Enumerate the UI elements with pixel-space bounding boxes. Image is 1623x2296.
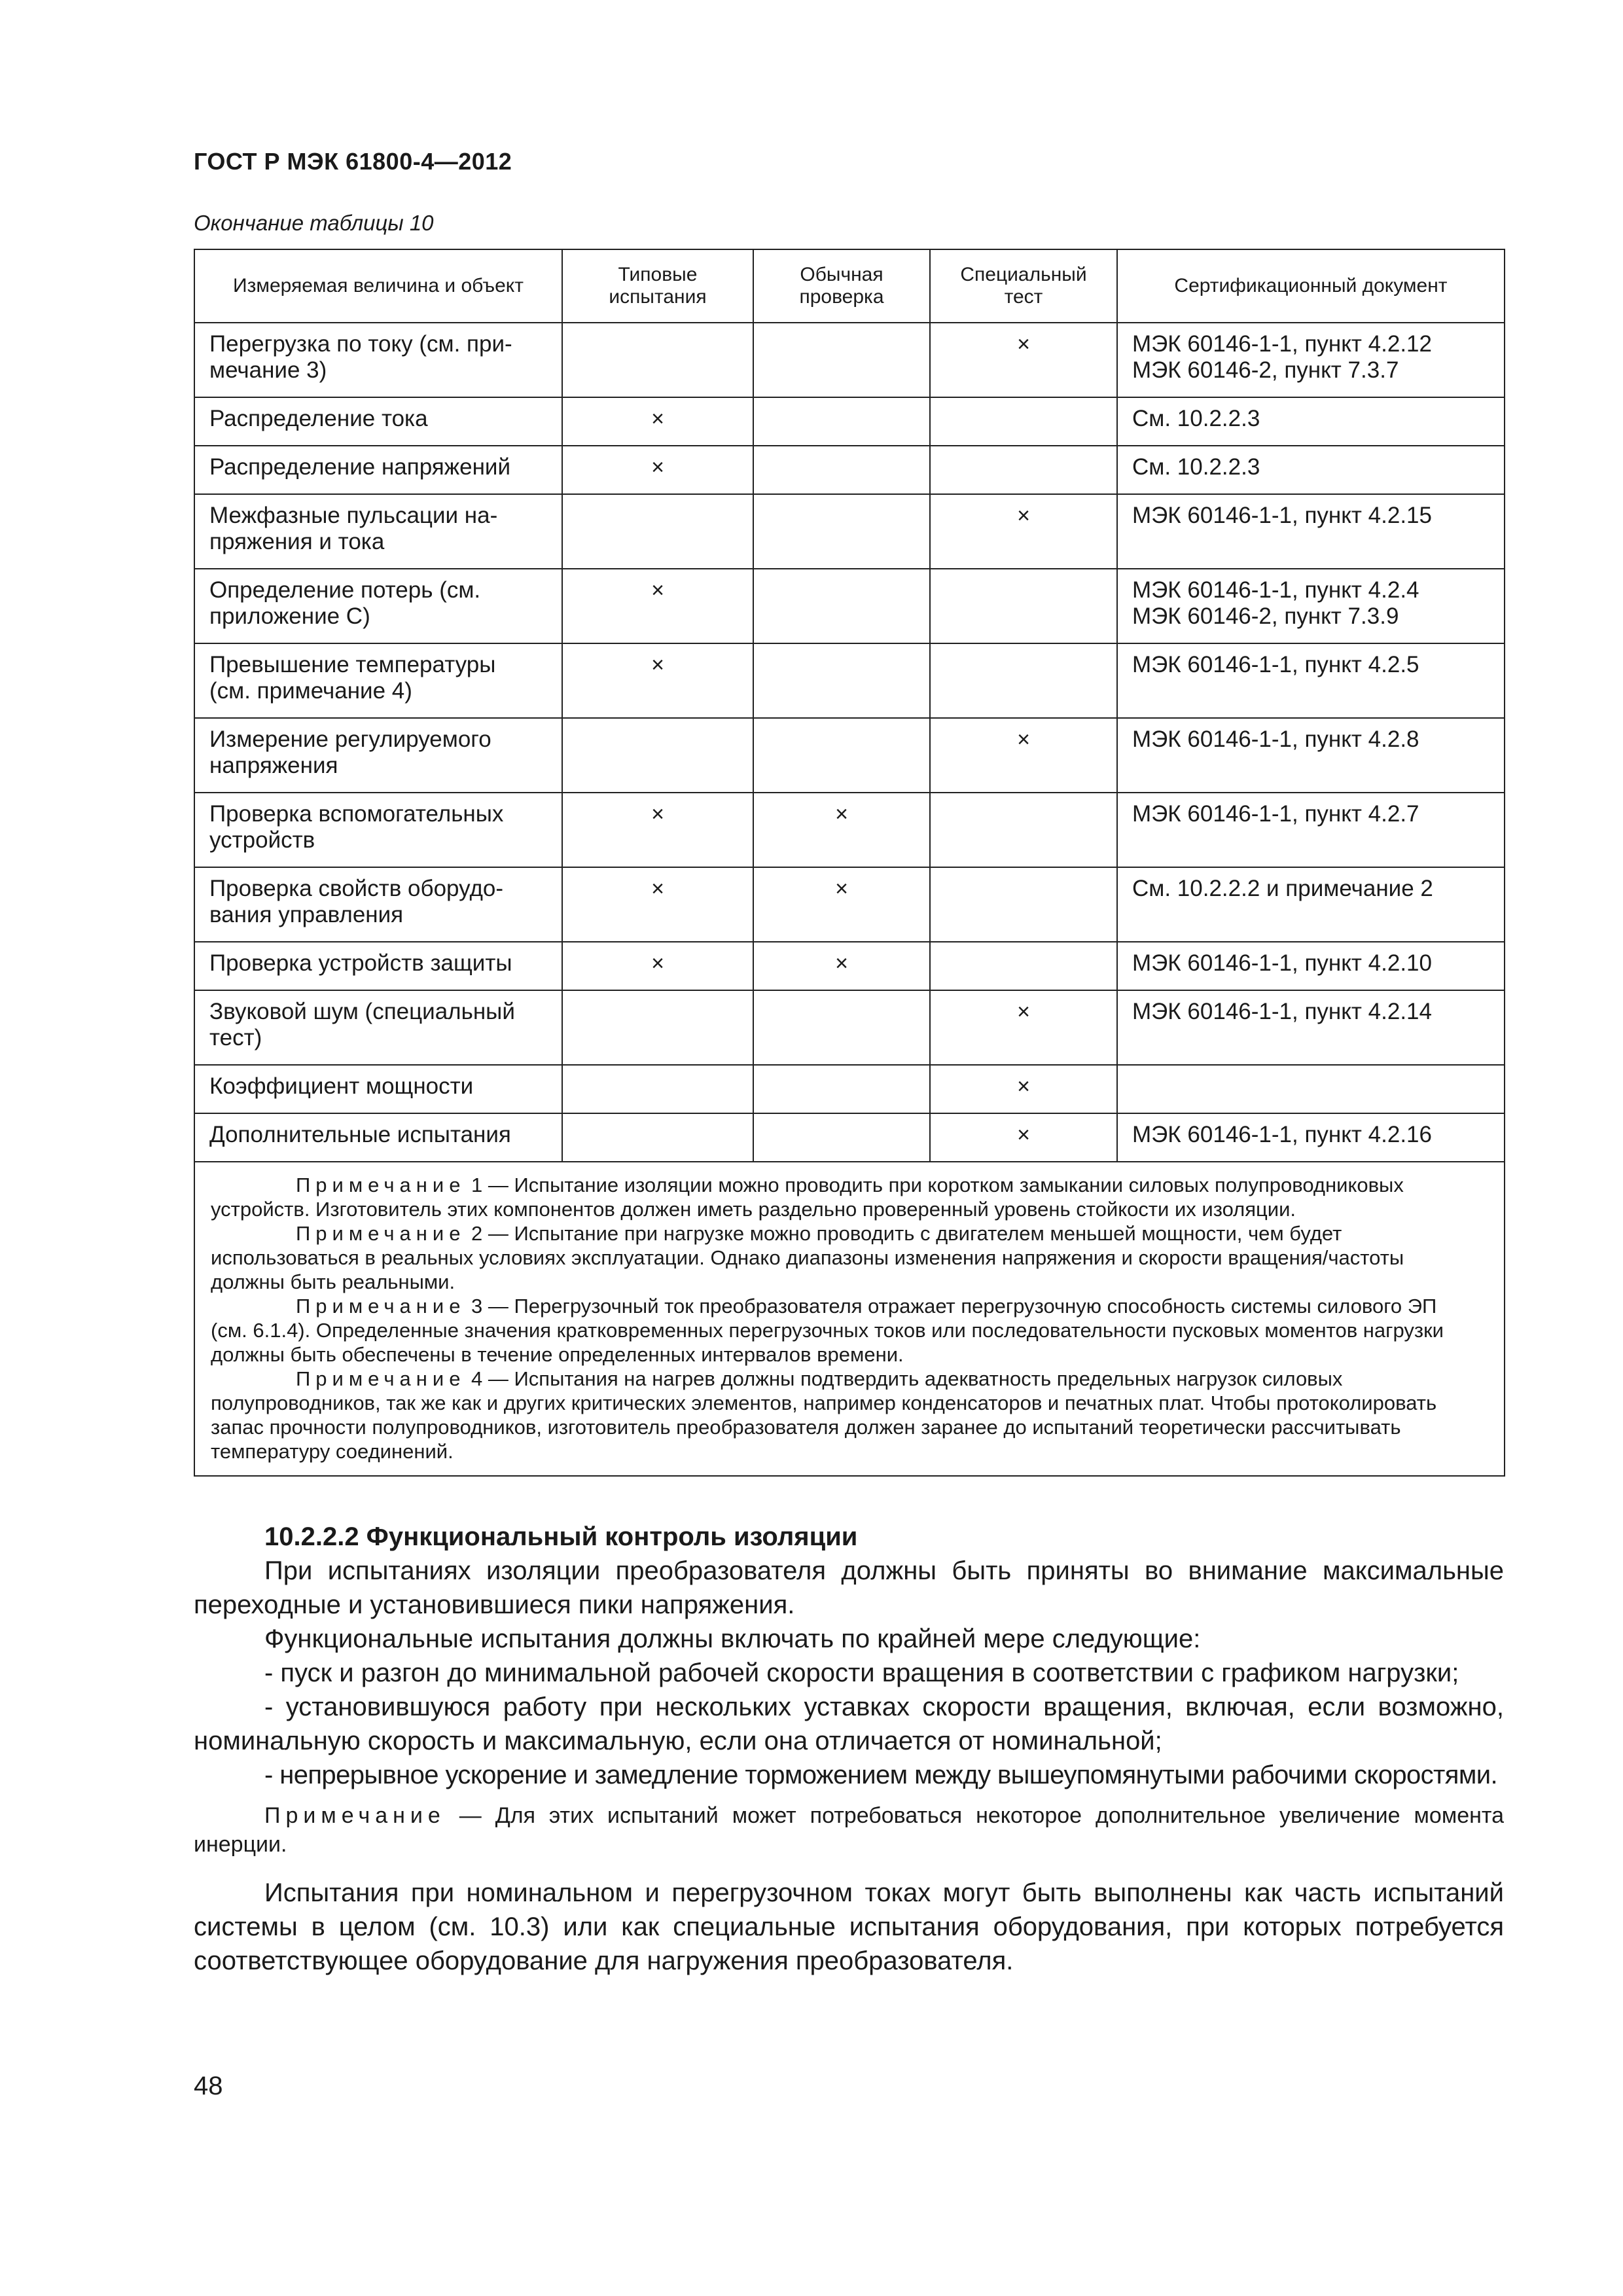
special-cell [930, 643, 1117, 718]
special-cell [930, 942, 1117, 990]
special-cell [930, 1113, 1117, 1162]
object-cell [194, 942, 562, 990]
column-header: Измеряемая величина и объект [194, 249, 562, 323]
routine-cell [753, 569, 930, 643]
table-row [194, 494, 1505, 569]
typical-cell [562, 1065, 753, 1113]
table-row [194, 569, 1505, 643]
table-row [194, 942, 1505, 990]
list-item: - непрерывное ускорение и замедление торможением между вышеупомянутыми рабочими скоростями. [264, 1761, 1497, 1789]
document-text: См. 10.2.2.3 [1132, 454, 1260, 480]
object-text: вания управления [209, 902, 404, 927]
column-header: Обычная проверка [753, 249, 930, 323]
typical-cell [562, 446, 753, 494]
object-text: Измерение регулируемого [209, 726, 491, 752]
table-note [211, 1173, 1478, 1221]
table-row [194, 446, 1505, 494]
check-mark: × [651, 455, 664, 480]
document-cell [1117, 990, 1505, 1065]
document-cell [1117, 1065, 1505, 1113]
document-cell [1117, 494, 1505, 569]
table-note [211, 1367, 1478, 1463]
object-text: Распределение тока [209, 406, 428, 431]
routine-cell [753, 446, 930, 494]
note-label: Примечание [264, 1803, 446, 1828]
special-cell [930, 397, 1117, 446]
object-cell [194, 718, 562, 793]
object-text: Дополнительные испытания [209, 1122, 511, 1147]
object-cell [194, 1065, 562, 1113]
routine-cell [753, 397, 930, 446]
document-text: МЭК 60146-1-1, пункт 4.2.12 [1132, 331, 1432, 357]
table-row [194, 990, 1505, 1065]
check-mark: × [835, 951, 848, 976]
check-mark: × [651, 578, 664, 603]
document-cell [1117, 942, 1505, 990]
list-item: - установившуюся работу при нескольких уставках скорости вращения, включая, если возможно, номинальную скорость и максимальную, если она отличается от номинальной; [194, 1693, 1504, 1755]
note-text: 3 — Перегрузочный ток преобразователя отражает перегрузочную способность системы силового ЭП (см. 6.1.4). Определенные значения кратковременных перегрузочных токов или последовательности пусковых моментов нагрузки должны быть обеспечены в течение определенных интервалов времени. [211, 1295, 1444, 1366]
table-note [211, 1294, 1478, 1367]
column-header: Типовые испытания [562, 249, 753, 323]
notes-row [194, 1162, 1505, 1476]
special-cell [930, 569, 1117, 643]
object-text: приложение С) [209, 603, 370, 629]
routine-cell [753, 942, 930, 990]
typical-cell [562, 1113, 753, 1162]
object-cell [194, 323, 562, 397]
typical-cell [562, 793, 753, 867]
note-text: 2 — Испытание при нагрузке можно проводить с двигателем меньшей мощности, чем будет использоваться в реальных условиях эксплуатации. Однако диапазоны изменения напряжения и скорости вращения/частоты должны быть реальными. [211, 1222, 1404, 1293]
object-cell [194, 643, 562, 718]
check-mark: × [651, 653, 664, 677]
document-cell [1117, 397, 1505, 446]
document-text: МЭК 60146-1-1, пункт 4.2.4 [1132, 577, 1419, 603]
column-header: Сертификационный документ [1117, 249, 1505, 323]
table-row [194, 397, 1505, 446]
object-text: (см. примечание 4) [209, 678, 412, 704]
special-cell [930, 1065, 1117, 1113]
note-label: Примечание [296, 1222, 466, 1245]
object-text: устройств [209, 827, 315, 853]
document-cell [1117, 718, 1505, 793]
object-text: Распределение напряжений [209, 454, 511, 480]
paragraph: Функциональные испытания должны включать по крайней мере следующие: [264, 1624, 1201, 1653]
table-note [211, 1221, 1478, 1294]
object-cell [194, 494, 562, 569]
object-text: Проверка устройств защиты [209, 950, 512, 976]
object-text: Проверка вспомогательных [209, 801, 504, 827]
page-number: 48 [194, 2072, 223, 2100]
check-mark: × [1017, 727, 1030, 752]
table-header-row [194, 249, 1505, 323]
document-text: МЭК 60146-1-1, пункт 4.2.16 [1132, 1122, 1432, 1147]
typical-cell [562, 942, 753, 990]
document-text: МЭК 60146-1-1, пункт 4.2.15 [1132, 503, 1432, 528]
table-row [194, 323, 1505, 397]
typical-cell [562, 867, 753, 942]
paragraph: При испытаниях изоляции преобразователя должны быть приняты во внимание максимальные переходные и установившиеся пики напряжения. [194, 1556, 1504, 1619]
object-text: Межфазные пульсации на- [209, 503, 498, 528]
table-row [194, 793, 1505, 867]
typical-cell [562, 397, 753, 446]
routine-cell [753, 867, 930, 942]
document-cell [1117, 643, 1505, 718]
typical-cell [562, 718, 753, 793]
note-label: Примечание [296, 1367, 466, 1390]
document-text: МЭК 60146-1-1, пункт 4.2.7 [1132, 801, 1419, 827]
typical-cell [562, 569, 753, 643]
object-text: тест) [209, 1025, 262, 1050]
object-text: напряжения [209, 753, 338, 778]
document-cell [1117, 793, 1505, 867]
document-cell [1117, 569, 1505, 643]
test-table [194, 249, 1505, 1477]
note-label: Примечание [296, 1295, 466, 1318]
object-text: Превышение температуры [209, 652, 496, 677]
object-cell [194, 446, 562, 494]
table-body [194, 323, 1505, 1162]
object-text: Определение потерь (см. [209, 577, 481, 603]
special-cell [930, 494, 1117, 569]
object-text: пряжения и тока [209, 529, 385, 554]
routine-cell [753, 494, 930, 569]
object-text: Перегрузка по току (см. при- [209, 331, 512, 357]
routine-cell [753, 323, 930, 397]
check-mark: × [651, 406, 664, 431]
document-text: МЭК 60146-1-1, пункт 4.2.5 [1132, 652, 1419, 677]
section-heading: 10.2.2.2 Функциональный контроль изоляции [264, 1522, 858, 1551]
special-cell [930, 718, 1117, 793]
section-10-2-2-2 [194, 1520, 1504, 1978]
check-mark: × [1017, 332, 1030, 357]
check-mark: × [835, 802, 848, 827]
object-cell [194, 569, 562, 643]
check-mark: × [835, 876, 848, 901]
check-mark: × [1017, 503, 1030, 528]
special-cell [930, 990, 1117, 1065]
document-cell [1117, 446, 1505, 494]
document-header: ГОСТ Р МЭК 61800-4—2012 [194, 148, 512, 175]
object-text: мечание 3) [209, 357, 327, 383]
document-text: МЭК 60146-1-1, пункт 4.2.10 [1132, 950, 1432, 976]
note-text: 1 — Испытание изоляции можно проводить при коротком замыкании силовых полупроводниковых устройств. Изготовитель этих компонентов должен иметь раздельно проверенный уровень стойкости их изоляции. [211, 1174, 1404, 1221]
document-cell [1117, 323, 1505, 397]
note-label: Примечание [296, 1174, 466, 1196]
special-cell [930, 867, 1117, 942]
object-cell [194, 1113, 562, 1162]
check-mark: × [651, 876, 664, 901]
table-row [194, 1065, 1505, 1113]
special-cell [930, 323, 1117, 397]
typical-cell [562, 643, 753, 718]
special-cell [930, 446, 1117, 494]
document-text: МЭК 60146-2, пункт 7.3.9 [1132, 603, 1399, 629]
routine-cell [753, 793, 930, 867]
object-text: Звуковой шум (специальный [209, 999, 515, 1024]
document-cell [1117, 867, 1505, 942]
note-text: 4 — Испытания на нагрев должны подтвердить адекватность предельных нагрузок силовых полупроводников, так же как и других критических элементов, например конденсаторов и печатных плат. Чтобы протоколировать запас прочности полупроводников, изготовитель преобразователя должен заранее до испытаний теоретически рассчитывать температуру соединений. [211, 1367, 1437, 1463]
table-row [194, 1113, 1505, 1162]
section-note [194, 1801, 1504, 1859]
routine-cell [753, 1113, 930, 1162]
document-text: МЭК 60146-1-1, пункт 4.2.8 [1132, 726, 1419, 752]
table-notes [194, 1162, 1505, 1476]
routine-cell [753, 1065, 930, 1113]
column-header: Специальный тест [930, 249, 1117, 323]
typical-cell [562, 990, 753, 1065]
typical-cell [562, 323, 753, 397]
table-row [194, 643, 1505, 718]
object-text: Проверка свойств оборудо- [209, 876, 503, 901]
object-cell [194, 397, 562, 446]
check-mark: × [651, 802, 664, 827]
document-text: См. 10.2.2.2 и примечание 2 [1132, 876, 1433, 901]
document-cell [1117, 1113, 1505, 1162]
document-text: См. 10.2.2.3 [1132, 406, 1260, 431]
check-mark: × [651, 951, 664, 976]
check-mark: × [1017, 1074, 1030, 1099]
list-item: - пуск и разгон до минимальной рабочей скорости вращения в соответствии с графиком нагрузки; [264, 1659, 1459, 1687]
table-row [194, 867, 1505, 942]
table-row [194, 718, 1505, 793]
object-cell [194, 990, 562, 1065]
typical-cell [562, 494, 753, 569]
object-cell [194, 867, 562, 942]
document-text: МЭК 60146-1-1, пункт 4.2.14 [1132, 999, 1432, 1024]
check-mark: × [1017, 1122, 1030, 1147]
note-text: — Для этих испытаний может потребоваться некоторое дополнительное увеличение момента инерции. [194, 1803, 1504, 1857]
object-text: Коэффициент мощности [209, 1073, 474, 1099]
paragraph: Испытания при номинальном и перегрузочном токах могут быть выполнены как часть испытаний системы в целом (см. 10.3) или как специальные испытания оборудования, при которых потребуется соответствующее оборудование для нагружения преобразователя. [194, 1878, 1504, 1975]
document-text: МЭК 60146-2, пункт 7.3.7 [1132, 357, 1399, 383]
check-mark: × [1017, 999, 1030, 1024]
routine-cell [753, 643, 930, 718]
routine-cell [753, 990, 930, 1065]
routine-cell [753, 718, 930, 793]
object-cell [194, 793, 562, 867]
special-cell [930, 793, 1117, 867]
table-caption: Окончание таблицы 10 [194, 211, 434, 235]
